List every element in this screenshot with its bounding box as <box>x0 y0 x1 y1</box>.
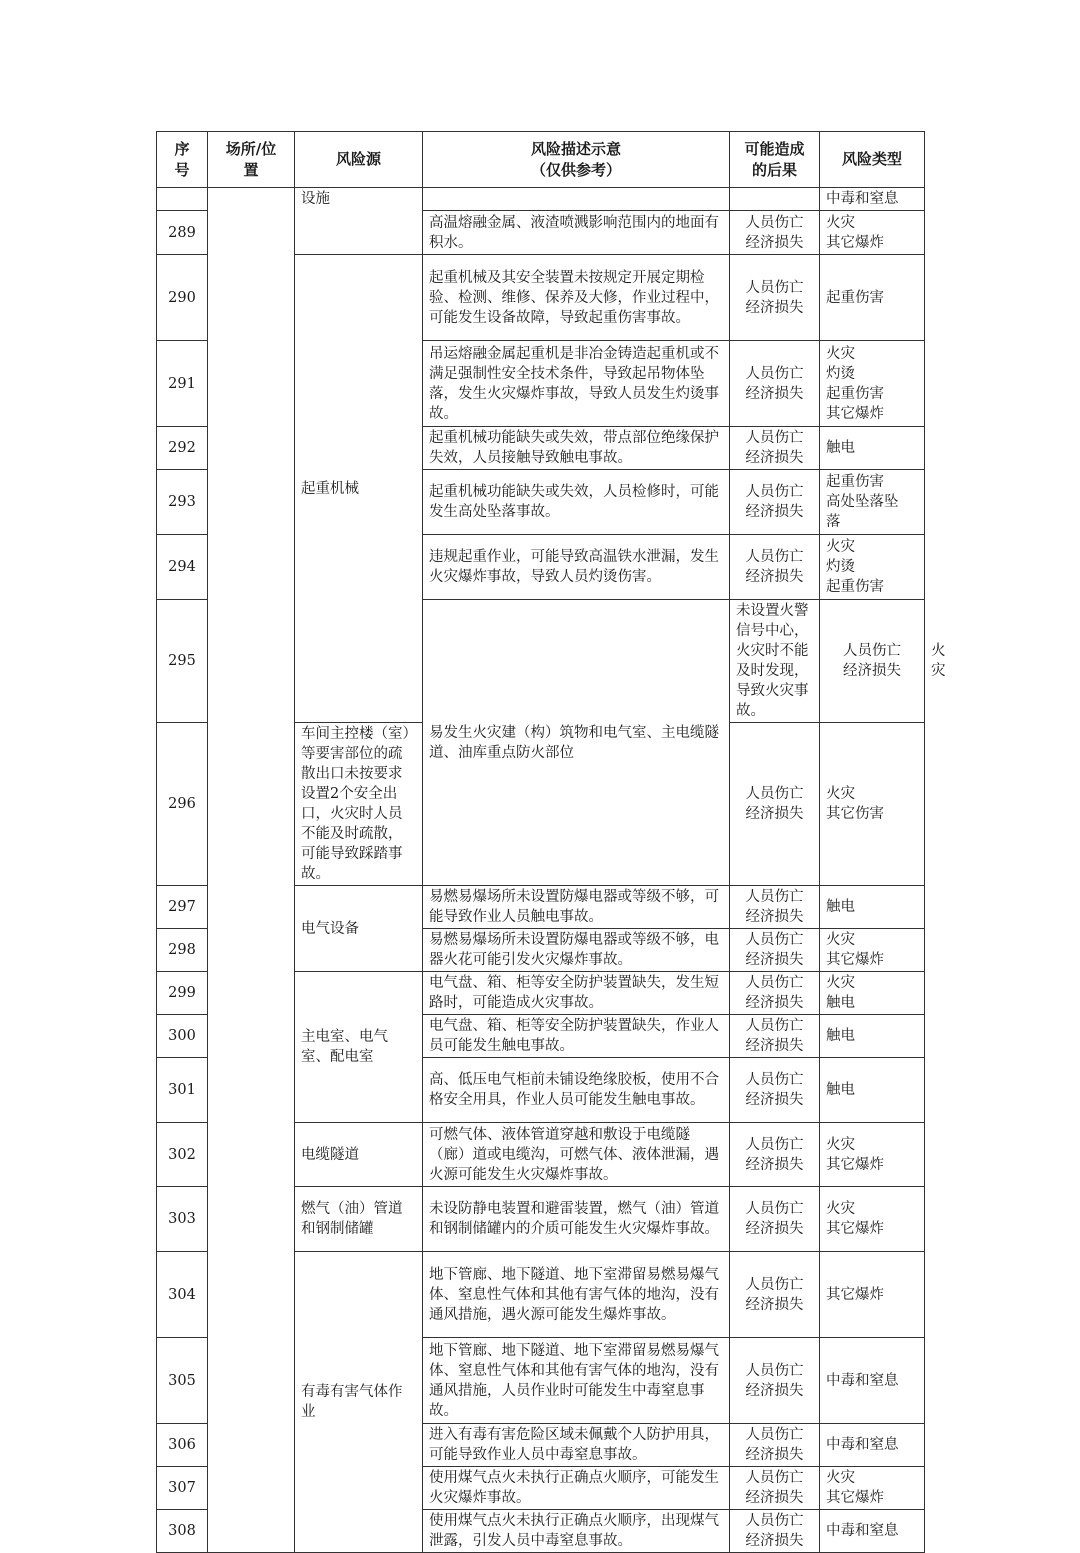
cell-num <box>157 188 208 211</box>
cell-consequence: 人员伤亡 经济损失 <box>730 1187 820 1252</box>
cell-consequence: 人员伤亡 经济损失 <box>730 972 820 1015</box>
cell-num: 307 <box>157 1467 208 1510</box>
cell-num: 290 <box>157 255 208 341</box>
cell-type: 中毒和窒息 <box>820 188 925 211</box>
cell-num: 298 <box>157 929 208 972</box>
cell-description: 未设置火警信号中心，火灾时不能及时发现，导致火灾事故。 <box>730 600 820 723</box>
cell-description: 使用煤气点火未执行正确点火顺序，可能发生火灾爆炸事故。 <box>423 1467 730 1510</box>
cell-type: 中毒和窒息 <box>820 1424 925 1467</box>
cell-consequence: 人员伤亡 经济损失 <box>730 723 820 886</box>
cell-consequence: 人员伤亡 经济损失 <box>730 211 820 255</box>
cell-consequence: 人员伤亡 经济损失 <box>730 1123 820 1187</box>
cell-source: 电缆隧道 <box>295 1123 423 1187</box>
cell-consequence: 人员伤亡 经济损失 <box>730 535 820 600</box>
cell-location <box>208 188 295 1553</box>
cell-consequence: 人员伤亡 经济损失 <box>730 1424 820 1467</box>
cell-num: 291 <box>157 341 208 427</box>
table-row-continued <box>157 188 925 211</box>
cell-consequence: 人员伤亡 经济损失 <box>730 1338 820 1424</box>
cell-consequence: 人员伤亡 经济损失 <box>730 1252 820 1338</box>
cell-source: 设施 <box>295 188 423 255</box>
cell-consequence: 人员伤亡 经济损失 <box>730 929 820 972</box>
header-row <box>157 132 925 188</box>
cell-type: 火灾 其它爆炸 <box>820 1467 925 1510</box>
cell-consequence: 人员伤亡 经济损失 <box>730 427 820 470</box>
cell-description: 高、低压电气柜前未铺设绝缘胶板，使用不合格安全用具，作业人员可能发生触电事故。 <box>423 1058 730 1123</box>
cell-consequence: 人员伤亡 经济损失 <box>730 1058 820 1123</box>
risk-table <box>156 131 946 1553</box>
cell-num: 305 <box>157 1338 208 1424</box>
cell-description: 地下管廊、地下隧道、地下室滞留易燃易爆气体、窒息性气体和其他有害气体的地沟，没有通风措施，人员作业时可能发生中毒窒息事故。 <box>423 1338 730 1424</box>
cell-num: 289 <box>157 211 208 255</box>
cell-consequence: 人员伤亡 经济损失 <box>730 470 820 535</box>
cell-type: 触电 <box>820 1058 925 1123</box>
cell-num: 293 <box>157 470 208 535</box>
cell-description: 吊运熔融金属起重机是非冶金铸造起重机或不满足强制性安全技术条件，导致起吊物体坠落，发生火灾爆炸事故，导致人员发生灼烫事故。 <box>423 341 730 427</box>
cell-consequence <box>730 188 820 211</box>
cell-consequence: 人员伤亡 经济损失 <box>730 1015 820 1058</box>
cell-source: 主电室、电气室、配电室 <box>295 972 423 1123</box>
cell-description: 起重机械功能缺失或失效，带点部位绝缘保护失效，人员接触导致触电事故。 <box>423 427 730 470</box>
cell-type: 中毒和窒息 <box>820 1510 925 1553</box>
cell-description: 易燃易爆场所未设置防爆电器或等级不够，可能导致作业人员触电事故。 <box>423 886 730 929</box>
cell-description: 起重机械功能缺失或失效，人员检修时，可能发生高处坠落事故。 <box>423 470 730 535</box>
cell-type: 火灾 其它爆炸 <box>820 1123 925 1187</box>
cell-source: 易发生火灾建（构）筑物和电气室、主电缆隧道、油库重点防火部位 <box>423 600 730 886</box>
cell-consequence: 人员伤亡 经济损失 <box>730 886 820 929</box>
cell-num: 304 <box>157 1252 208 1338</box>
header-description: 风险描述示意 （仅供参考） <box>423 132 730 188</box>
cell-num: 303 <box>157 1187 208 1252</box>
cell-source: 有毒有害气体作业 <box>295 1252 423 1553</box>
cell-source: 燃气（油）管道和钢制储罐 <box>295 1187 423 1252</box>
cell-description: 易燃易爆场所未设置防爆电器或等级不够，电器火花可能引发火灾爆炸事故。 <box>423 929 730 972</box>
cell-type: 火灾 其它爆炸 <box>820 929 925 972</box>
cell-type: 火灾 灼烫 起重伤害 其它爆炸 <box>820 341 925 427</box>
cell-type: 火灾 其它爆炸 <box>820 211 925 255</box>
cell-num: 300 <box>157 1015 208 1058</box>
cell-num: 299 <box>157 972 208 1015</box>
cell-consequence: 人员伤亡 经济损失 <box>730 341 820 427</box>
cell-type: 火灾 触电 <box>820 972 925 1015</box>
header-location: 场所/位 置 <box>208 132 295 188</box>
cell-type: 起重伤害 高处坠落坠 落 <box>820 470 925 535</box>
cell-num: 306 <box>157 1424 208 1467</box>
cell-num: 301 <box>157 1058 208 1123</box>
cell-type: 触电 <box>820 427 925 470</box>
cell-description: 电气盘、箱、柜等安全防护装置缺失，发生短路时，可能造成火灾事故。 <box>423 972 730 1015</box>
cell-description: 可燃气体、液体管道穿越和敷设于电缆隧（廊）道或电缆沟，可燃气体、液体泄漏，遇火源可能发生火灾爆炸事故。 <box>423 1123 730 1187</box>
cell-type: 火灾 灼烫 起重伤害 <box>820 535 925 600</box>
cell-description: 违规起重作业，可能导致高温铁水泄漏，发生火灾爆炸事故，导致人员灼烫伤害。 <box>423 535 730 600</box>
cell-source: 电气设备 <box>295 886 423 972</box>
cell-type: 中毒和窒息 <box>820 1338 925 1424</box>
cell-description: 高温熔融金属、液渣喷溅影响范围内的地面有积水。 <box>423 211 730 255</box>
cell-type: 起重伤害 <box>820 255 925 341</box>
cell-type: 其它爆炸 <box>820 1252 925 1338</box>
cell-description: 地下管廊、地下隧道、地下室滞留易燃易爆气体、窒息性气体和其他有害气体的地沟，没有通风措施，遇火源可能发生爆炸事故。 <box>423 1252 730 1338</box>
cell-consequence: 人员伤亡 经济损失 <box>730 1467 820 1510</box>
header-type: 风险类型 <box>820 132 925 188</box>
cell-consequence: 人员伤亡 经济损失 <box>820 600 925 723</box>
cell-consequence: 人员伤亡 经济损失 <box>730 255 820 341</box>
header-source: 风险源 <box>295 132 423 188</box>
cell-description: 进入有毒有害危险区域未佩戴个人防护用具，可能导致作业人员中毒窒息事故。 <box>423 1424 730 1467</box>
cell-description: 起重机械及其安全装置未按规定开展定期检验、检测、维修、保养及大修，作业过程中，可能发生设备故障，导致起重伤害事故。 <box>423 255 730 341</box>
cell-consequence: 人员伤亡 经济损失 <box>730 1510 820 1553</box>
cell-description: 未设防静电装置和避雷装置，燃气（油）管道和钢制储罐内的介质可能发生火灾爆炸事故。 <box>423 1187 730 1252</box>
cell-num: 295 <box>157 600 208 723</box>
cell-type: 火灾 其它伤害 <box>820 723 925 886</box>
cell-num: 294 <box>157 535 208 600</box>
cell-source: 起重机械 <box>295 255 423 723</box>
cell-description <box>423 188 730 211</box>
cell-description: 电气盘、箱、柜等安全防护装置缺失，作业人员可能发生触电事故。 <box>423 1015 730 1058</box>
cell-num: 292 <box>157 427 208 470</box>
cell-type: 触电 <box>820 886 925 929</box>
cell-type: 火灾 其它爆炸 <box>820 1187 925 1252</box>
cell-num: 302 <box>157 1123 208 1187</box>
cell-description: 使用煤气点火未执行正确点火顺序，出现煤气泄露，引发人员中毒窒息事故。 <box>423 1510 730 1553</box>
cell-num: 297 <box>157 886 208 929</box>
table-row: 295 易发生火灾建（构）筑物和电气室、主电缆隧道、油库重点防火部位 未设置火警信号中心，火灾时不能及时发现，导致火灾事故。 人员伤亡 经济损失 火灾 <box>157 600 925 723</box>
cell-num: 296 <box>157 723 208 886</box>
cell-description: 车间主控楼（室）等要害部位的疏散出口未按要求设置2个安全出口，火灾时人员不能及时疏散，可能导致踩踏事故。 <box>295 723 423 886</box>
header-num: 序 号 <box>157 132 208 188</box>
header-consequence: 可能造成 的后果 <box>730 132 820 188</box>
cell-type: 触电 <box>820 1015 925 1058</box>
cell-num: 308 <box>157 1510 208 1553</box>
